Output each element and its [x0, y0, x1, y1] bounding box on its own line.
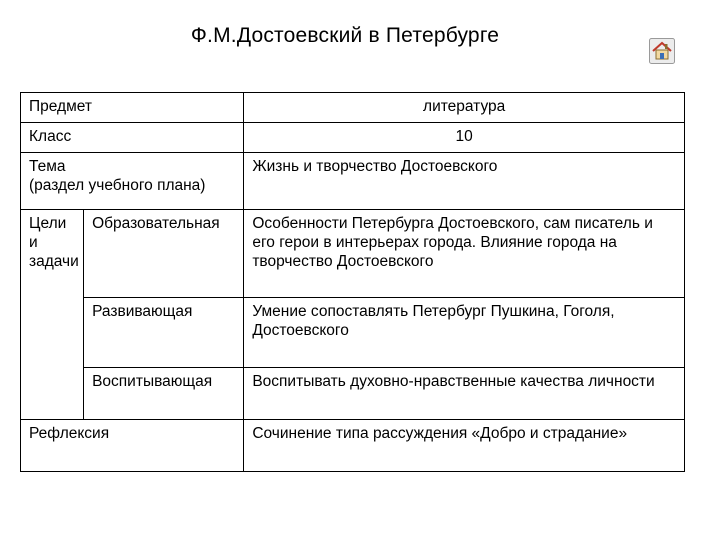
table-row-subject	[21, 93, 685, 123]
home-icon[interactable]	[649, 38, 675, 64]
page-title: Ф.М.Достоевский в Петербурге	[190, 24, 500, 47]
subject-label: Предмет	[21, 93, 244, 123]
goal-developmental-value: Умение сопоставлять Петербург Пушкина, Гоголя, Достоевского	[244, 298, 685, 368]
table-row-topic	[21, 153, 685, 210]
goals-label: Цели и задачи	[21, 210, 84, 420]
goal-educational-label: Образовательная	[84, 210, 244, 298]
goal-upbringing-value: Воспитывать духовно-нравственные качества личности	[244, 368, 685, 420]
table-row-goal-educational	[21, 210, 685, 298]
table-row-goal-upbringing	[21, 368, 685, 420]
goal-educational-value: Особенности Петербурга Достоевского, сам писатель и его герои в интерьерах города. Влияние города на творчество Достоевского	[244, 210, 685, 298]
lesson-plan-table	[20, 92, 685, 472]
topic-label-line2: (раздел учебного плана)	[29, 177, 206, 194]
goal-developmental-label: Развивающая	[84, 298, 244, 368]
goal-upbringing-label: Воспитывающая	[84, 368, 244, 420]
table-row-grade	[21, 123, 685, 153]
table-row-goal-developmental	[21, 298, 685, 368]
reflection-value: Сочинение типа рассуждения «Добро и страдание»	[244, 420, 685, 472]
topic-label	[21, 153, 244, 210]
topic-value: Жизнь и творчество Достоевского	[244, 153, 685, 210]
table-row-reflection	[21, 420, 685, 472]
topic-label-line1: Тема	[29, 158, 66, 175]
subject-value: литература	[244, 93, 685, 123]
reflection-label: Рефлексия	[21, 420, 244, 472]
grade-value: 10	[244, 123, 685, 153]
grade-label: Класс	[21, 123, 244, 153]
